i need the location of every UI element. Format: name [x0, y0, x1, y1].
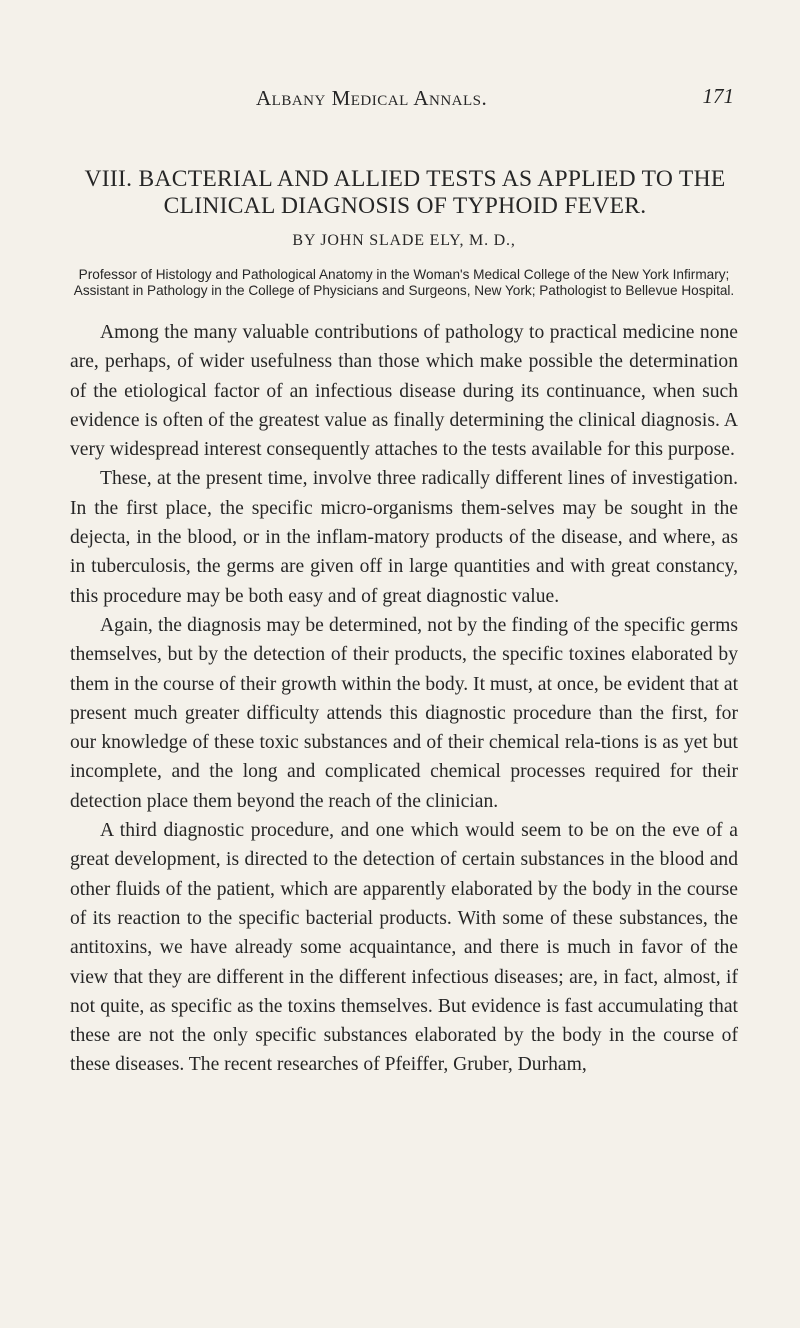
paragraph: These, at the present time, involve three radically different lines of investigation. In the first place, the specific micro-organisms them-selves may be sought in the dejecta, in the blood, or in the inflam-matory products of the disease, and where, as in tuberculosis, the germs are given off in large quantities and with great constancy, this procedure may be both easy and of great diagnostic value. [70, 468, 738, 607]
journal-title: Albany Medical Annals. [256, 86, 488, 110]
paragraph: Among the many valuable contributions of pathology to practical medicine none are, perhaps, of wider usefulness than those which make possible the determination of the etiological factor of an infectious disease during its continuance, when such evidence is often of the greatest value as finally determining the clinical diagnosis. A very widespread interest consequently attaches to the tests available for this purpose. [70, 322, 738, 461]
running-head [70, 86, 738, 112]
paragraph: Again, the diagnosis may be determined, not by the finding of the specific germs themselves, but by the detection of their products, the specific toxines elaborated by them in the course of their growth within the body. It must, at once, be evident that at present much greater difficulty attends this diagnostic procedure than the first, for our knowledge of these toxic substances and of their chemical rela-tions is as yet but incomplete, and the long and complicated chemical processes required for their detection place them beyond the reach of the clinician. [70, 614, 739, 812]
article-title: VIII. BACTERIAL AND ALLIED TESTS AS APPLIED TO THE CLINICAL DIAGNOSIS OF TYPHOID FEVER. [84, 166, 726, 219]
author-byline: BY JOHN SLADE ELY, M. D., [292, 232, 516, 249]
author-affiliation: Professor of Histology and Pathological Anatomy in the Woman's Medical College of the New York Infirmary; Assistant in Pathology in the College of Physicians and Surgeons, New York; Pathologist to Bellevue Hospital. [73, 267, 735, 298]
article-body [70, 318, 738, 1080]
page-number: 171 [702, 84, 734, 108]
paragraph: A third diagnostic procedure, and one which would seem to be on the eve of a great development, is directed to the detection of certain substances in the blood and other fluids of the patient, which are apparently elaborated by the body in the course of its reaction to the specific bacterial products. With some of these substances, the antitoxins, we have already some acquaintance, and there is much in favor of the view that they are different in the different infectious diseases; are, in fact, almost, if not quite, as specific as the toxins themselves. But evidence is fast accumulating that these are not the only specific substances elaborated by the body in the course of these diseases. The recent researches of Pfeiffer, Gruber, Durham, [70, 820, 738, 1076]
book-page [70, 0, 738, 1328]
